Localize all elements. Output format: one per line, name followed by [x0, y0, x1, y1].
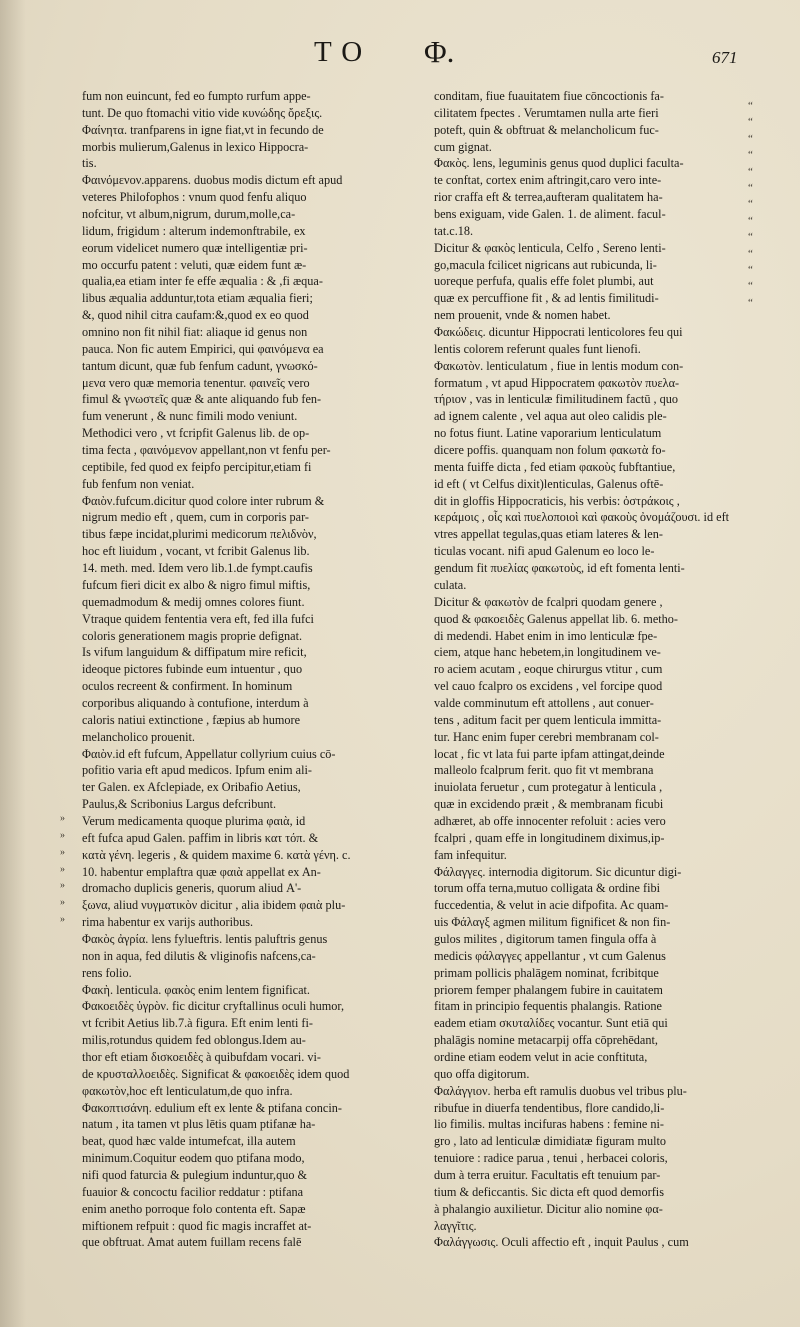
text-line: priorem femper phalangem fubire in cauitatem — [434, 982, 663, 997]
text-line: adhæret, ab offe innocenter refoluit : acies vero — [434, 813, 666, 828]
text-line: tat.c.18. — [434, 223, 474, 238]
text-line: Methodici vero , vt fcripfit Galenus lib. de op- — [82, 426, 310, 441]
text-line: nifi quod faturcia & pulegium induntur,quo & — [82, 1168, 308, 1182]
text-line: φακωτὸν,hoc eft lenticulatum,de quo infra. — [82, 1083, 293, 1098]
text-line: fum venerunt , & nunc fimili modo veniunt. — [82, 409, 298, 424]
header-left-word: TO — [314, 36, 373, 68]
text-line: minimum.Coquitur eodem quo ptifana modo, — [82, 1151, 305, 1166]
text-line: Paulus,& Scribonius Largus defcribunt. — [82, 797, 277, 812]
quote-mark: » — [60, 829, 65, 841]
text-line: vtres appellat tegulas,quas etiam lateres & len- — [434, 527, 663, 542]
text-line: quod & φακοειδὲς Galenus appellat lib. 6. metho- — [434, 611, 678, 626]
text-line: torum offa terna,mutuo colligata & ordine fibi — [434, 881, 660, 896]
text-line: μενα vero quæ memoria tenentur. φαινεῖς vero — [82, 375, 310, 390]
text-line: medicis φάλαγγες appellantur , vt cum Galenus — [434, 948, 666, 963]
text-line: fimul & γνωστεῖς quæ & ante aliquando fub fen- — [82, 392, 322, 407]
text-line: omnino non fit nihil fiat: aliaque id genus non — [82, 325, 308, 340]
text-line: formatum , vt apud Hippocratem φακωτὸν πυελα- — [434, 375, 680, 390]
text-line: Φαλάγγωσις. Oculi affectio eft , inquit Paulus , cum — [434, 1235, 689, 1250]
text-line: ξωνα, aliud νυγματικὸν dicitur , alia ibidem φαιὰ plu- — [82, 898, 346, 913]
text-line: valde comminutum eft attollens , aut conuer- — [434, 695, 654, 710]
quote-mark: » — [60, 812, 65, 824]
text-line: lentis colorem referunt quales funt lienofi. — [434, 341, 641, 356]
text-line: quæ in excidendo præit , & membranam ficubi — [434, 797, 664, 812]
text-line: uoreque perfufa, qualis effe folet plumbi, aut — [434, 274, 654, 289]
text-line: Is vifum languidum & diffipatum mire reficit, — [82, 645, 307, 660]
text-line: Φάλαγγες. internodia digitorum. Sic dicuntur digi- — [434, 864, 682, 879]
text-line: à phalangio auxilietur. Dicitur alio nomine φα- — [434, 1201, 663, 1216]
text-line: ro aciem acutam , eoque chirurgus vtitur , cum — [434, 662, 663, 677]
quote-mark: “ — [748, 296, 753, 309]
text-line: fitam in principio fequentis phalangis. Ratione — [434, 999, 662, 1014]
quote-mark: “ — [748, 231, 753, 244]
text-line: Φακώδεις. dicuntur Hippocrati lenticolores feu qui — [434, 325, 683, 340]
text-line: ticulas vocant. nifi apud Galenum eo loco le- — [434, 544, 655, 559]
left-text-column — [82, 88, 394, 1251]
quote-mark: “ — [748, 247, 753, 260]
text-line: pofitio varia eft apud medicos. Ipfum enim ali- — [82, 763, 312, 778]
text-line: phalāgis nomine metacarpij offa cōprehēdant, — [434, 1033, 658, 1048]
text-line: veteres Philofophos : vnum quod fenfu aliquo — [82, 190, 307, 205]
text-line: caloris natiui extinctione , fæpius ab humore — [82, 712, 301, 727]
text-line: ordine etiam eodem velut in acie conftituta, — [434, 1049, 648, 1064]
page-number: 671 — [712, 48, 738, 67]
text-line: rima habentur ex varijs authoribus. — [82, 915, 254, 930]
quote-mark: “ — [748, 116, 753, 129]
text-line: lidum, frigidum : alterum indemonftrabile, ex — [82, 223, 306, 238]
text-line: natum , ita tamen vt plus lētis quam ptifanæ ha- — [82, 1117, 316, 1132]
right-text-column — [434, 88, 742, 1251]
running-head — [0, 36, 800, 76]
text-line: menta fuiffe dicta , fed etiam φακοὺς fubftantiue, — [434, 459, 676, 474]
text-line: de κρυσταλλοειδὲς. Significat & φακοειδὲς idem quod — [82, 1066, 350, 1081]
text-line: tima fecta , φαινόμενον appellant,non vt fenfu per- — [82, 443, 331, 458]
binding-shadow — [0, 0, 26, 1327]
quote-mark: “ — [748, 198, 753, 211]
text-line: Φαιὸν.id eft fufcum, Appellatur collyrium cuius cō- — [82, 746, 336, 761]
text-line: rior craffa eft & terrea,aufteram qualitatem ha- — [434, 190, 663, 205]
quote-mark: “ — [748, 149, 753, 162]
text-line: poteft, quin & obftruat & melancholicum fuc- — [434, 122, 659, 137]
text-line: quo offa digitorum. — [434, 1066, 530, 1081]
text-line: Φακοειδὲς ὑγρὸν. fic dicitur cryftallinus oculi humor, — [82, 999, 345, 1014]
text-line: morbis mulierum,Galenus in lexico Hippocra- — [82, 139, 309, 154]
text-line: Verum medicamenta quoque plurima φαιὰ, id — [82, 813, 306, 828]
text-line: qualia,ea etiam inter fe effe æqualia : & ,fi æqua- — [82, 274, 323, 289]
text-line: Φαλάγγιον. herba eft ramulis duobus vel tribus plu- — [434, 1083, 687, 1098]
text-line: Φαινόμενον.apparens. duobus modis dictum eft apud — [82, 173, 343, 188]
text-line: que obftruat. Amat autem fuillam recens falē — [82, 1235, 302, 1250]
text-line: fcalpri , quam effe in longitudinem diximus,ip- — [434, 830, 665, 845]
right-margin-quote-marks — [748, 98, 788, 311]
text-line: libus æqualia adduntur,tota etiam æqualia fieri; — [82, 291, 313, 306]
text-line: te conftat, cortex enim aftringit,caro vero inte- — [434, 173, 662, 188]
text-line: hoc eft liuidum , vocant, vt fcribit Galenus lib. — [82, 544, 310, 559]
text-line: fam infequitur. — [434, 847, 507, 862]
text-line: κατὰ γένη. legeris , & quidem maxime 6. κατὰ γένη. c. — [82, 847, 351, 862]
text-line: uis Φάλαγξ agmen militum fignificet & non fin- — [434, 915, 671, 930]
text-line: no fotus fiunt. Latine vaporarium lenticulatum — [434, 426, 662, 441]
text-line: dit in gloffis Hippocraticis, his verbis: ὀστράκοις , — [434, 493, 680, 508]
text-line: fub fenfum non veniat. — [82, 476, 195, 491]
text-line: ideoque pictores fubinde eum intuentur , quo — [82, 662, 303, 677]
text-line: Vtraque quidem fententia vera eft, fed illa fufci — [82, 611, 314, 626]
text-line: milis,rotundus quidem fed oblongus.Idem au- — [82, 1033, 306, 1048]
quote-mark: » — [60, 846, 65, 858]
text-line: eft fufca apud Galen. paffim in libris κατ τόπ. & — [82, 830, 319, 845]
text-line: nem prouenit, vnde & nomen habet. — [434, 308, 611, 323]
text-line: nigrum medio eft , quem, cum in corporis par- — [82, 510, 310, 525]
text-line: &, quod nihil citra caufam:&,quod ex eo quod — [82, 308, 309, 323]
text-line: cilitatem fpectes . Verumtamen nulla arte fieri — [434, 105, 659, 120]
text-line: nofcitur, vt album,nigrum, durum,molle,ca- — [82, 207, 296, 222]
text-line: 14. meth. med. Idem vero lib.1.de fympt.caufis — [82, 561, 313, 576]
text-line: vt fcribit Aetius lib.7.à figura. Eft enim lenti fi- — [82, 1016, 313, 1031]
text-line: primam pollicis phalāgem nominat, fcribitque — [434, 965, 659, 980]
text-line: cum gignat. — [434, 139, 492, 154]
text-line: Φακοπτισάνη. edulium eft ex lente & ptifana concin- — [82, 1100, 342, 1115]
quote-mark: » — [60, 863, 65, 875]
text-line: non in aqua, fed dilutis & vliginofis nafcens,ca- — [82, 948, 316, 963]
text-line: dum à terra eruitur. Facultatis eft tenuium par- — [434, 1168, 661, 1182]
text-line: ciem, atque hanc hebetem,in longitudinem ve- — [434, 645, 661, 660]
text-line: fuccedentia, & velut in acie difpofita. Ac quam- — [434, 898, 669, 913]
text-line: tis. — [82, 156, 97, 171]
text-line: ter Galen. ex Afclepiade, ex Oribafio Aetius, — [82, 780, 301, 795]
quote-mark: “ — [748, 132, 753, 145]
text-line: quæ ex percuffione fit , & ad lentis fimilitudi- — [434, 291, 659, 306]
quote-mark: “ — [748, 100, 753, 112]
text-line: Φακωτὸν. lenticulatum , fiue in lentis modum con- — [434, 358, 684, 373]
text-line: lio fimilis. multas incifuras habens : femine ni- — [434, 1117, 664, 1132]
text-line: corporibus aliquando à contufione, interdum à — [82, 695, 309, 710]
text-line: Φαίνητα. tranfparens in igne fiat,vt in fecundo de — [82, 122, 324, 137]
text-line: gendum fit πυελίας φακωτοὺς, id eft fomenta lenti- — [434, 561, 685, 576]
text-line: quemadmodum & medij omnes colores fiunt. — [82, 594, 305, 609]
text-line: fufcum fieri dicit ex albo & nigro fimul miftis, — [82, 577, 311, 592]
text-line: locat , fic vt lata fui parte ipfam attingat,deinde — [434, 746, 665, 761]
quote-mark: “ — [748, 264, 753, 277]
text-line: tunt. De quo ftomachi vitio vide κυνώδης ὄρεξις. — [82, 105, 323, 120]
text-line: inuiolata feruetur , cum protegatur à lenticula , — [434, 780, 663, 795]
text-line: dromacho duplicis generis, quorum aliud Α'- — [82, 881, 302, 896]
text-line: dicere poffis. quanquam non folum φακωτὰ fo- — [434, 443, 666, 458]
text-line: culata. — [434, 577, 467, 592]
text-line: eadem etiam σκυταλίδες vocantur. Sunt etiā qui — [434, 1016, 668, 1031]
text-line: conditam, fiue fuauitatem fiue cōncoctionis fa- — [434, 89, 664, 103]
text-line: tur. Hanc enim fuper cerebri membranam col- — [434, 729, 659, 744]
text-line: ceptibile, fed quod ex feipfo percipitur,etiam fi — [82, 459, 312, 474]
quote-mark: “ — [748, 182, 753, 195]
text-line: oculos recreent & confirment. In hominum — [82, 679, 293, 694]
quote-mark: » — [60, 914, 65, 926]
text-line: beat, quod hæc valde intumefcat, illa autem — [82, 1134, 296, 1149]
text-line: malleolo fcalprum ferit. quo fit vt membrana — [434, 763, 654, 778]
text-line: coloris generationem magis proprie defignat. — [82, 628, 303, 643]
text-line: enim anetho porroque folo contenta eft. Sapæ — [82, 1201, 306, 1216]
text-line: τήριον , vas in lenticulæ fimilitudinem factū , quo — [434, 392, 679, 407]
text-line: Dicitur & φακωτὸν de fcalpri quodam genere , — [434, 594, 663, 609]
text-line: ad ignem calente , vel aqua aut oleo calidis ple- — [434, 409, 667, 424]
header-right-word: Φ. — [424, 34, 455, 69]
text-line: Φακὸς. lens, leguminis genus quod duplici faculta- — [434, 156, 684, 171]
text-line: melancholico prouenit. — [82, 729, 195, 744]
text-line: gro , lato ad lenticulæ dimidiatæ figuram multo — [434, 1134, 667, 1149]
text-line: tens , aditum facit per quem lenticula immitta- — [434, 712, 662, 727]
text-line: fuauior & concoctu facilior reddatur : ptifana — [82, 1184, 304, 1199]
quote-mark: “ — [748, 165, 753, 178]
text-line: di medendi. Habet enim in imo lenticulæ fpe- — [434, 628, 658, 643]
quote-mark: “ — [748, 214, 753, 227]
text-line: tium & deficcantis. Sic dicta eft quod demorfis — [434, 1184, 664, 1199]
text-line: miftionem refpuit : quod fic magis incraffet at- — [82, 1218, 312, 1233]
text-line: thor eft etiam δισκοειδὲς à quibufdam vocari. vi- — [82, 1049, 321, 1064]
text-line: Φακὴ. lenticula. φακὸς enim lentem fignificat. — [82, 982, 310, 997]
text-line: λαγγῖτις. — [434, 1218, 477, 1233]
quote-mark: “ — [748, 280, 753, 293]
text-line: id eft ( vt Celfus dixit)lenticulas, Galenus oftē- — [434, 476, 664, 491]
text-line: vel cauo fcalpro os excidens , vel forcipe quod — [434, 679, 663, 694]
text-line: Φαιὸν.fufcum.dicitur quod colore inter rubrum & — [82, 493, 325, 508]
quote-mark: » — [60, 880, 65, 892]
text-line: mo occurfu patent : veluti, quæ eidem funt æ- — [82, 257, 307, 272]
text-line: bens exiguam, vide Galen. 1. de aliment. facul- — [434, 207, 666, 222]
text-line: Φακὸς ἀγρία. lens fylueftris. lentis paluftris genus — [82, 931, 328, 946]
text-line: tenuiore : radice parua , tenui , herbacei coloris, — [434, 1151, 668, 1166]
text-line: Dicitur & φακὸς lenticula, Celfo , Sereno lenti- — [434, 240, 666, 255]
text-line: ribufue in diuerfa tendentibus, flore candido,li- — [434, 1100, 665, 1115]
text-line: 10. habentur emplaftra quæ φαιὰ appellat ex An- — [82, 864, 321, 879]
text-line: go,macula fcilicet nigricans aut rubicunda, li- — [434, 257, 657, 272]
text-line: eorum videlicet numero quæ intelligentiæ pri- — [82, 240, 308, 255]
text-line: rens folio. — [82, 965, 132, 980]
text-line: pauca. Non fic autem Empirici, qui φαινόμενα ea — [82, 341, 324, 356]
quote-mark: » — [60, 897, 65, 909]
text-line: tantum dicunt, quæ fub fenfum cadunt, γνωσκό- — [82, 358, 318, 373]
text-line: κεράμοις , οἷς καὶ πυελοποιοὶ καὶ φακοὺς ὀνομάζουσι. id eft — [434, 510, 730, 525]
text-line: fum non euincunt, fed eo fumpto rurfum appe- — [82, 89, 311, 103]
text-line: gulos milites , digitorum tamen fingula offa à — [434, 931, 657, 946]
text-line: tibus fæpe incidat,plurimi medicorum πελιδνὸν, — [82, 527, 317, 542]
